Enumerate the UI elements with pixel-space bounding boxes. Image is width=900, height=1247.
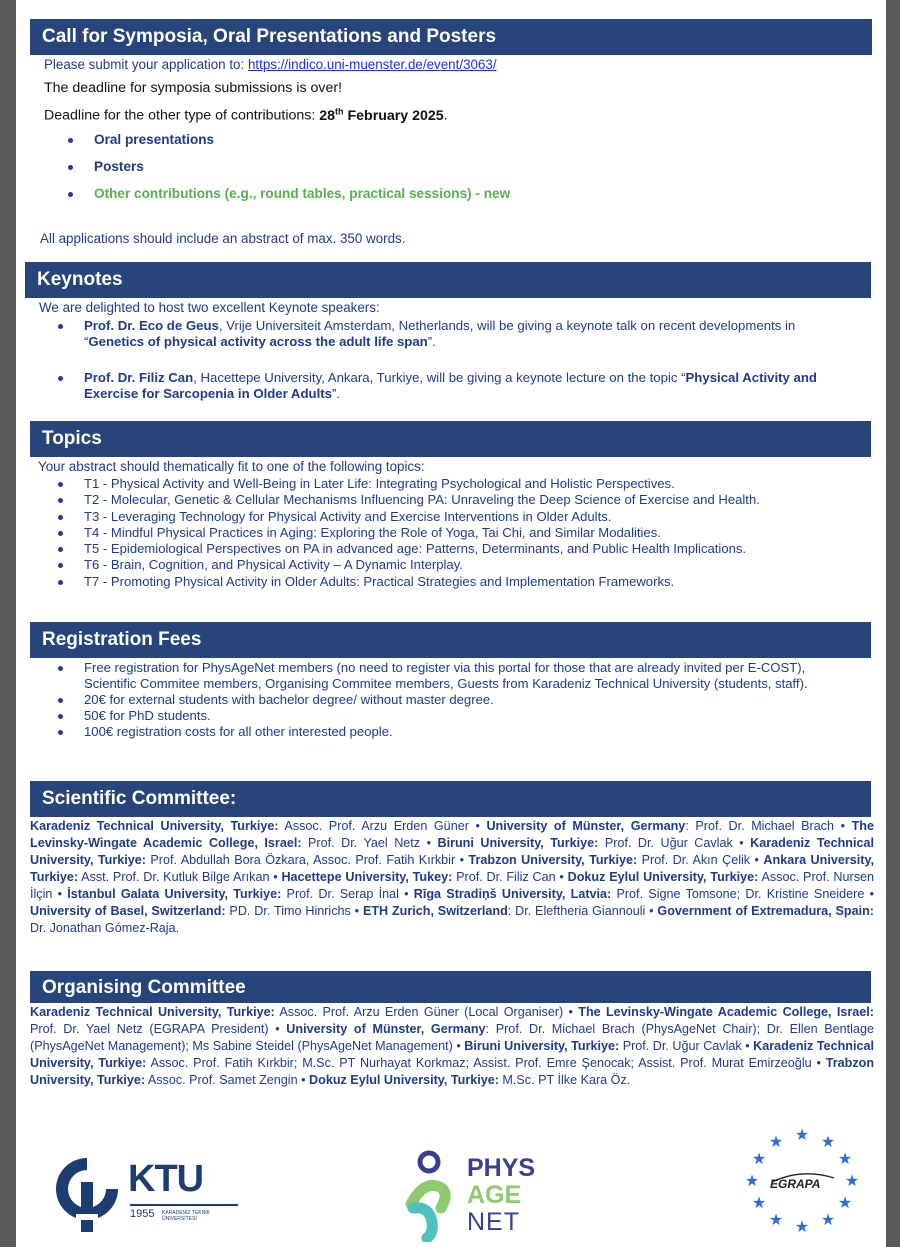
list-item: Other contributions (e.g., round tables, practical sessions) - new (68, 186, 510, 202)
fees-title: Registration Fees (42, 629, 202, 650)
keynote-item: Prof. Dr. Filiz Can, Hacettepe University, Ankara, Turkiye, will be giving a keynote lecture on the topic “Physical Activity and Exercise for Sarcopenia in Older Adults”. (58, 370, 818, 402)
egrapa-logo (744, 1124, 860, 1238)
fee-item: 20€ for external students with bachelor degree/ without master degree. (58, 692, 858, 708)
topic-item: T3 - Leveraging Technology for Physical Activity and Exercise Interventions in Older Adults. (58, 509, 878, 525)
keynote-item: Prof. Dr. Eco de Geus, Vrije Universiteit Amsterdam, Netherlands, will be giving a keynote talk on recent developments in “Genetics of physical activity across the adult life span”. (58, 318, 818, 350)
svg-text:★: ★ (844, 1173, 860, 1190)
svg-text:★: ★ (768, 1134, 784, 1151)
ktu-logo (52, 1150, 242, 1240)
ktu-divider (130, 1204, 238, 1206)
topic-item: T1 - Physical Activity and Well-Being in Later Life: Integrating Psychological and Holistic Perspectives. (58, 476, 878, 492)
svg-text:★: ★ (794, 1127, 810, 1144)
ktu-text: KTU (128, 1158, 204, 1200)
scientific-title: Scientific Committee: (42, 788, 237, 809)
svg-text:★: ★ (837, 1195, 853, 1212)
fee-item: 100€ registration costs for all other interested people. (58, 724, 858, 740)
list-item: Oral presentations (68, 132, 510, 148)
svg-text:★: ★ (794, 1219, 810, 1236)
topic-item: T6 - Brain, Cognition, and Physical Activity – A Dynamic Interplay. (58, 557, 878, 573)
physagenet-line3: NET (467, 1208, 520, 1236)
topic-item: T2 - Molecular, Genetic & Cellular Mechanisms Influencing PA: Unraveling the Deep Science of Exercise and Health. (58, 492, 878, 508)
list-item: Posters (68, 159, 510, 175)
keynotes-section-header (25, 262, 871, 298)
topic-item: T4 - Mindful Physical Practices in Aging: Exploring the Role of Yoga, Tai Chi, and Similar Modalities. (58, 525, 878, 541)
egrapa-text: EGRAPA (770, 1177, 821, 1191)
topics-title: Topics (42, 428, 102, 449)
svg-text:★: ★ (768, 1212, 784, 1229)
submit-line (44, 57, 497, 73)
scientific-committee-header (30, 781, 871, 817)
organising-title: Organising Committee (42, 977, 246, 998)
fee-item: Free registration for PhysAgeNet members (no need to register via this portal for those that are already invited per E-COST), Scientific Commitee members, Organising Commitee members, Guests from Karadeniz Technical University (students, staff). (58, 660, 858, 692)
topics-section-header (30, 421, 871, 457)
abstract-note: All applications should include an abstract of max. 350 words. (40, 231, 406, 246)
svg-text:★: ★ (820, 1212, 836, 1229)
keynotes-intro: We are delighted to host two excellent Keynote speakers: (39, 300, 380, 315)
deadline-prefix: Deadline for the other type of contributions: (44, 107, 320, 124)
physagenet-line2: AGE (467, 1181, 522, 1209)
svg-text:★: ★ (820, 1134, 836, 1151)
keynote-speakers-list (58, 318, 818, 402)
topic-item: T7 - Promoting Physical Activity in Older Adults: Practical Strategies and Implementation Frameworks. (58, 574, 878, 590)
contribution-types-list (68, 132, 510, 202)
fees-list (58, 660, 858, 740)
call-section-header (30, 19, 872, 55)
document-page (16, 0, 886, 1247)
scientific-committee-text: Karadeniz Technical University, Turkiye: Assoc. Prof. Arzu Erden Güner • University of Münster, Germany: Prof. Dr. Michael Brach • The Levinsky-Wingate Academic College, Israel: Prof. Dr. Yael Netz • Biruni University, Turkiye: Prof. Dr. Uğur Cavlak • Karadeniz Technical University, Turkiye: Prof. Abdullah Bora Özkara, Assoc. Prof. Fatih Kırkbir • Trabzon University, Turkiye: Prof. Dr. Akın Çelik • Ankara University, Turkiye: Asst. Prof. Dr. Kutluk Bilge Arıkan • Hacettepe University, Tukey: Prof. Dr. Filiz Can • Dokuz Eylul University, Turkiye: Assoc. Prof. Nursen İlçin • İstanbul Galata University, Turkiye: Prof. Dr. Serap İnal • Rīga Stradiņš University, Latvia: Prof. Signe Tomsone; Dr. Kristine Sneidere • University of Basel, Switzerland: PD. Dr. Timo Hinrichs • ETH Zurich, Switzerland: Dr. Eleftheria Giannouli • Government of Extremadura, Spain: Dr. Jonathan Gómez-Raja. (30, 819, 875, 935)
fee-item: 50€ for PhD students. (58, 708, 858, 724)
submit-prefix: Please submit your application to: (44, 57, 248, 72)
organising-committee-header (30, 971, 871, 1003)
keynotes-title: Keynotes (37, 269, 123, 290)
ktu-emblem-icon (52, 1154, 122, 1236)
ktu-subtitle: KARADENİZ TEKNİK ÜNİVERSİTESİ (162, 1210, 210, 1222)
physagenet-logo (401, 1150, 551, 1242)
topics-list (58, 476, 878, 590)
physagenet-figure-icon (401, 1150, 463, 1242)
organising-committee-text: Karadeniz Technical University, Turkiye: Assoc. Prof. Arzu Erden Güner (Local Organiser) • The Levinsky-Wingate Academic College, Israel: Prof. Dr. Yael Netz (EGRAPA President) • University of Münster, Germany: Prof. Dr. Michael Brach (PhysAgeNet Chair); Dr. Ellen Bentlage (PhysAgeNet Management); Ms Sabine Steidel (PhysAgeNet Management) • Biruni University, Turkiye: Prof. Dr. Uğur Cavlak • Karadeniz Technical University, Turkiye: Assoc. Prof. Fatih Kırkbir; M.Sc. PT Nurhayat Korkmaz; Assist. Prof. Emre Şenocak; Assist. Prof. Murat Emirzeoğlu • Trabzon University, Turkiye: Assoc. Prof. Samet Zengin • Dokuz Eylul University, Turkiye: M.Sc. PT İlke Kara Öz. (30, 1005, 875, 1087)
svg-text:★: ★ (751, 1151, 767, 1168)
ktu-year: 1955 (130, 1208, 155, 1220)
svg-text:★: ★ (751, 1195, 767, 1212)
symposia-over-text: The deadline for symposia submissions is over! (44, 80, 343, 96)
topic-item: T5 - Epidemiological Perspectives on PA in advanced age: Patterns, Determinants, and Public Health Implications. (58, 541, 878, 557)
topics-intro: Your abstract should thematically fit to one of the following topics: (38, 459, 425, 474)
svg-text:★: ★ (837, 1151, 853, 1168)
call-title: Call for Symposia, Oral Presentations and Posters (42, 26, 497, 47)
physagenet-line1: PHYS (467, 1154, 536, 1182)
svg-text:★: ★ (744, 1173, 760, 1190)
deadline-line: Deadline for the other type of contributions: 28th February 2025. (44, 106, 448, 124)
deadline-date: 28th February 2025 (319, 106, 444, 124)
fees-section-header (30, 622, 871, 658)
submit-link[interactable]: https://indico.uni-muenster.de/event/3063/ (247, 57, 497, 72)
